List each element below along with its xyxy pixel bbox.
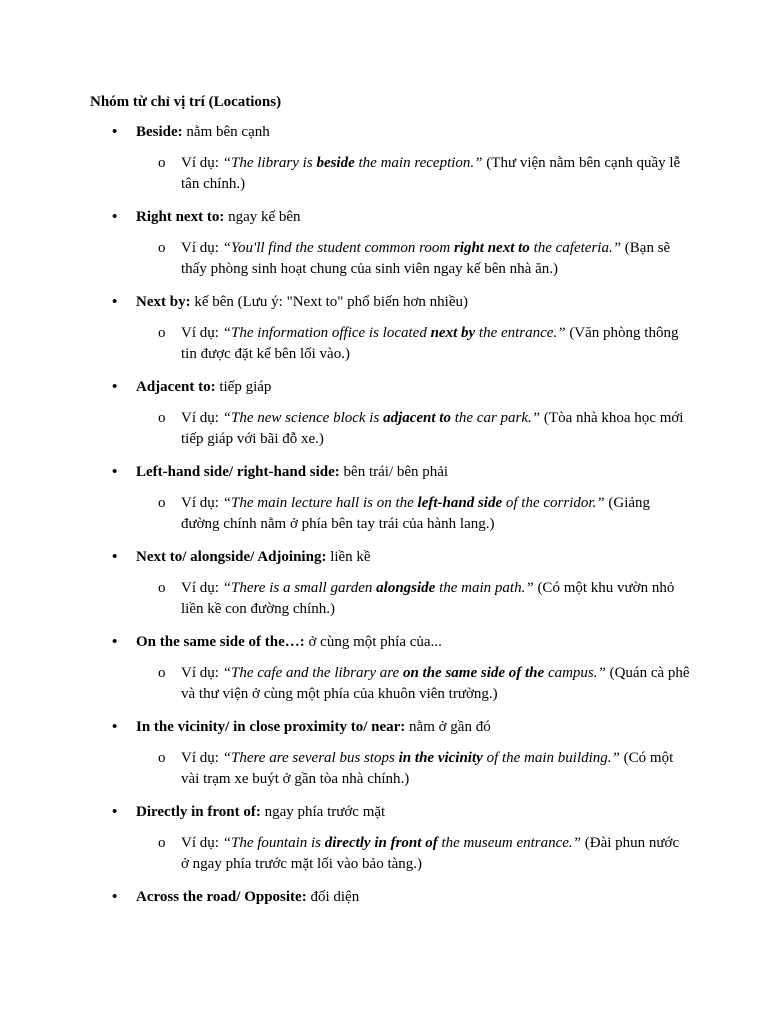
- example-prefix: Ví dụ:: [181, 410, 223, 426]
- example-highlight: alongside: [376, 580, 436, 596]
- list-item: [90, 547, 690, 620]
- term-meaning: ngay kế bên: [228, 209, 301, 225]
- example-quote-start: “The main lecture hall is on the: [222, 495, 418, 511]
- term: Adjacent to:: [136, 379, 216, 395]
- bullet-icon: •: [112, 294, 118, 310]
- document-page: [90, 92, 690, 918]
- list-item: [90, 887, 690, 907]
- term: Right next to:: [136, 209, 225, 225]
- example-prefix: Ví dụ:: [181, 665, 223, 681]
- bullet-icon: •: [112, 379, 118, 395]
- list-item: [90, 632, 690, 705]
- term: In the vicinity/ in close proximity to/ near:: [136, 719, 406, 735]
- example-translation: (Giảng đường chính nằm ở phía bên tay trái của hành lang.): [181, 495, 651, 532]
- example-highlight: adjacent to: [383, 410, 451, 426]
- example-sentence: [136, 238, 690, 280]
- bullet-icon: •: [112, 719, 118, 735]
- example-prefix: Ví dụ:: [181, 155, 223, 171]
- example-quote-start: “There is a small garden: [222, 580, 377, 596]
- example-prefix: Ví dụ:: [181, 240, 223, 256]
- term-meaning: ngay phía trước mặt: [264, 804, 386, 820]
- term-line: [136, 122, 690, 142]
- example-highlight: beside: [316, 155, 355, 171]
- term-line: [136, 802, 690, 822]
- term: Beside:: [136, 124, 183, 140]
- term-meaning: kế bên (Lưu ý: "Next to" phổ biến hơn nhiều): [194, 294, 468, 310]
- term-line: [136, 547, 690, 567]
- example-sentence: [136, 663, 690, 705]
- example-quote-end: the entrance.”: [475, 325, 566, 341]
- example-quote-start: “You'll find the student common room: [222, 240, 454, 256]
- example-quote-end: the main path.”: [435, 580, 534, 596]
- sub-bullet-icon: o: [158, 750, 166, 766]
- example-prefix: Ví dụ:: [181, 495, 223, 511]
- example-highlight: next by: [430, 325, 476, 341]
- example-prefix: Ví dụ:: [181, 835, 223, 851]
- bullet-icon: •: [112, 804, 118, 820]
- example-sentence: [136, 493, 690, 535]
- example-quote-start: “The library is: [222, 155, 317, 171]
- term-line: [136, 207, 690, 227]
- term: Across the road/ Opposite:: [136, 889, 307, 905]
- location-term-list: [90, 122, 690, 907]
- term-line: [136, 377, 690, 397]
- term-meaning: liền kề: [330, 549, 371, 565]
- example-quote-end: of the corridor.”: [502, 495, 605, 511]
- example-sentence: [136, 408, 690, 450]
- example-quote-end: the museum entrance.”: [437, 835, 582, 851]
- list-item: [90, 377, 690, 450]
- list-item: [90, 802, 690, 875]
- example-quote-start: “The cafe and the library are: [222, 665, 403, 681]
- term-meaning: bên trái/ bên phải: [343, 464, 449, 480]
- example-quote-start: “The fountain is: [222, 835, 325, 851]
- sub-bullet-icon: o: [158, 495, 166, 511]
- example-quote-end: of the main building.”: [482, 750, 620, 766]
- example-highlight: directly in front of: [324, 835, 438, 851]
- example-highlight: in the vicinity: [398, 750, 483, 766]
- bullet-icon: •: [112, 464, 118, 480]
- list-item: [90, 122, 690, 195]
- bullet-icon: •: [112, 209, 118, 225]
- term-meaning: nằm bên cạnh: [186, 124, 270, 140]
- bullet-icon: •: [112, 889, 118, 905]
- example-highlight: on the same side of the: [402, 665, 545, 681]
- sub-bullet-icon: o: [158, 580, 166, 596]
- term-line: [136, 292, 690, 312]
- term: On the same side of the…:: [136, 634, 305, 650]
- term-meaning: ở cùng một phía của...: [308, 634, 442, 650]
- term: Directly in front of:: [136, 804, 261, 820]
- sub-bullet-icon: o: [158, 240, 166, 256]
- sub-bullet-icon: o: [158, 835, 166, 851]
- term: Next to/ alongside/ Adjoining:: [136, 549, 327, 565]
- example-sentence: [136, 323, 690, 365]
- example-sentence: [136, 748, 690, 790]
- sub-bullet-icon: o: [158, 410, 166, 426]
- list-item: [90, 462, 690, 535]
- term-meaning: đối diện: [310, 889, 360, 905]
- example-prefix: Ví dụ:: [181, 580, 223, 596]
- list-item: [90, 207, 690, 280]
- example-translation: (Quán cà phê và thư viện ở cùng một phía của khuôn viên trường.): [181, 665, 690, 702]
- section-heading: Nhóm từ chỉ vị trí (Locations): [90, 94, 282, 110]
- list-item: [90, 717, 690, 790]
- example-quote-start: “The new science block is: [222, 410, 384, 426]
- example-translation: (Bạn sẽ thấy phòng sinh hoạt chung của sinh viên ngay kế bên nhà ăn.): [181, 240, 671, 277]
- example-highlight: left-hand side: [417, 495, 503, 511]
- example-quote-end: the main reception.”: [354, 155, 483, 171]
- example-highlight: right next to: [453, 240, 530, 256]
- sub-bullet-icon: o: [158, 155, 166, 171]
- example-sentence: [136, 153, 690, 195]
- example-translation: (Đài phun nước ở ngay phía trước mặt lối vào bảo tàng.): [181, 835, 680, 872]
- list-item: [90, 292, 690, 365]
- example-quote-start: “There are several bus stops: [222, 750, 399, 766]
- term-meaning: nằm ở gần đó: [409, 719, 491, 735]
- example-translation: (Văn phòng thông tin được đặt kế bên lối vào.): [181, 325, 679, 362]
- example-quote-end: the cafeteria.”: [529, 240, 622, 256]
- term-line: [136, 632, 690, 652]
- sub-bullet-icon: o: [158, 325, 166, 341]
- term: Left-hand side/ right-hand side:: [136, 464, 340, 480]
- bullet-icon: •: [112, 634, 118, 650]
- example-sentence: [136, 833, 690, 875]
- bullet-icon: •: [112, 124, 118, 140]
- bullet-icon: •: [112, 549, 118, 565]
- example-translation: (Thư viện nằm bên cạnh quầy lễ tân chính.): [181, 155, 681, 192]
- example-quote-start: “The information office is located: [222, 325, 431, 341]
- example-prefix: Ví dụ:: [181, 325, 223, 341]
- term-meaning: tiếp giáp: [219, 379, 272, 395]
- sub-bullet-icon: o: [158, 665, 166, 681]
- example-sentence: [136, 578, 690, 620]
- example-prefix: Ví dụ:: [181, 750, 223, 766]
- term-line: [136, 717, 690, 737]
- term-line: [136, 462, 690, 482]
- example-quote-end: the car park.”: [450, 410, 541, 426]
- example-translation: (Có một vài trạm xe buýt ở gần tòa nhà chính.): [181, 750, 674, 787]
- term: Next by:: [136, 294, 191, 310]
- example-translation: (Tòa nhà khoa học mới tiếp giáp với bãi đỗ xe.): [181, 410, 684, 447]
- term-line: [136, 887, 690, 907]
- example-quote-end: campus.”: [544, 665, 606, 681]
- example-translation: (Có một khu vườn nhỏ liền kề con đường chính.): [181, 580, 675, 617]
